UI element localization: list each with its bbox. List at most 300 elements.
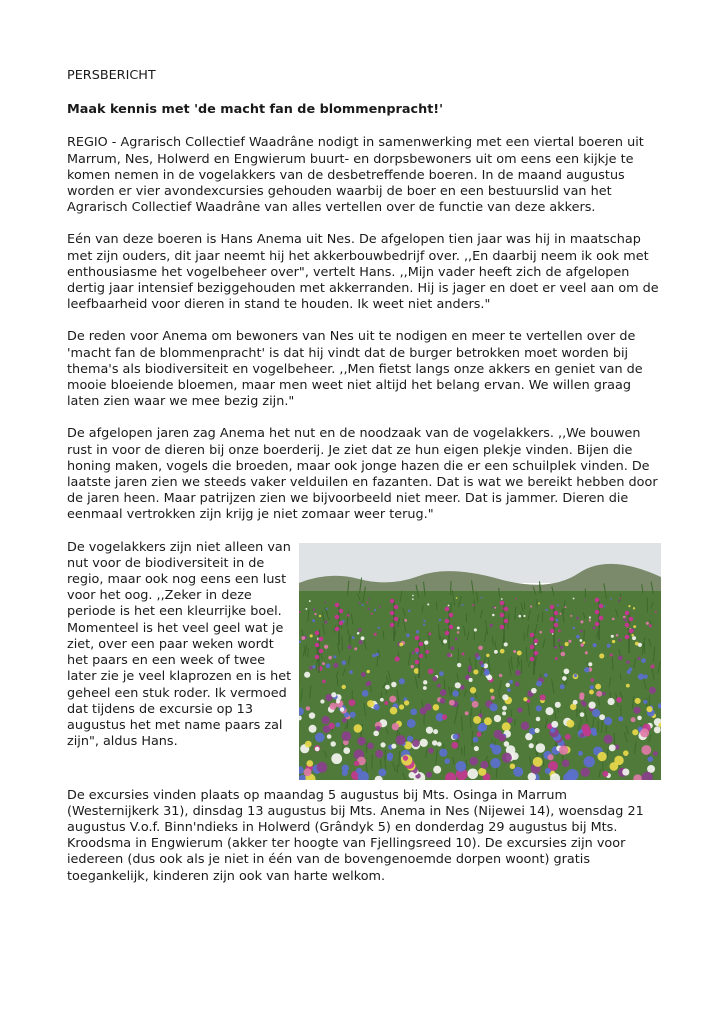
- photo-flower: [565, 642, 569, 646]
- photo-flower: [558, 639, 561, 642]
- photo-flower: [494, 715, 501, 722]
- photo-flower: [610, 597, 612, 599]
- photo-flower: [515, 597, 517, 599]
- photo-flower: [331, 741, 336, 746]
- photo-flower: [380, 742, 385, 747]
- photo-flower: [492, 613, 495, 616]
- photo-grass-blade: [372, 754, 373, 768]
- photo-flower: [479, 661, 483, 665]
- photo-flower: [536, 716, 541, 721]
- photo-flower: [319, 615, 321, 617]
- photo-flower: [592, 709, 600, 717]
- photo-meadow: [299, 591, 661, 780]
- photo-flower: [426, 726, 433, 733]
- photo-flower: [502, 694, 508, 700]
- photo-flower: [406, 633, 410, 637]
- photo-flower: [545, 768, 551, 774]
- photo-flower: [423, 680, 427, 684]
- photo-flower: [361, 672, 366, 677]
- photo-flower: [580, 620, 583, 623]
- photo-flower: [455, 682, 461, 688]
- photo-foxglove-bloom: [554, 610, 559, 615]
- photo-flower: [395, 656, 400, 661]
- photo-flower: [359, 602, 361, 604]
- photo-flower: [502, 705, 507, 710]
- paragraph-excursions: De excursies vinden plaats op maandag 5 augustus bij Mts. Osinga in Marrum (Westernijkerk 31), dinsdag 13 augustus bij Mts. Anema in Nes (Nijewei 14), woensdag 21 augustus V.o.f. Binn'ndieks in Holwerd (Grândyk 5) en donderdag 29 augustus bij Mts. Kroodsma in Engwierum (akker ter hoogte van Fjellingsreed 10). De excursies zijn voor iedereen (dus ook als je niet in één van de bovengenoemde dorpen woont) gratis toegankelijk, kinderen zijn ook van harte welkom.: [67, 787, 644, 884]
- photo-flower: [407, 719, 416, 728]
- photo-flower: [612, 617, 615, 620]
- photo-flower: [306, 760, 313, 767]
- photo-flower: [491, 695, 495, 699]
- photo-flower: [502, 752, 512, 762]
- photo-flower: [404, 700, 409, 705]
- photo-flower: [570, 615, 572, 617]
- photo-foxglove-bloom: [415, 647, 420, 652]
- photo-flower: [373, 704, 379, 710]
- photo-flower: [539, 631, 542, 634]
- photo-flower: [457, 626, 460, 629]
- photo-flower: [433, 704, 440, 711]
- photo-foxglove-bloom: [530, 656, 535, 661]
- photo-flower: [391, 681, 396, 686]
- paragraph-hans-anema: Eén van deze boeren is Hans Anema uit Nes. De afgelopen tien jaar was hij in maatschap met zijn ouders, dit jaar neemt hij het akkerbouwbedrijf over. ,,En daarbij neem ik ook met enthousiasme het vogelbeheer over", vertelt Hans. ,,Mijn vader heeft zich de afgelopen dertig jaar intensief beziggehouden met akkerranden. Hij is jager en doet er veel aan om de leefbaarheid voor dieren in stand te houden. Ik weet niet anders.": [67, 232, 659, 313]
- photo-flower: [399, 642, 403, 646]
- photo-flower: [499, 673, 502, 676]
- photo-flower: [343, 747, 350, 754]
- photo-flower: [623, 618, 625, 620]
- photo-foxglove-bloom: [599, 615, 604, 620]
- photo-flower: [555, 701, 561, 707]
- photo-flower: [468, 668, 471, 671]
- photo-flower: [566, 719, 574, 727]
- photo-flower: [649, 624, 652, 627]
- photo-flower: [368, 607, 370, 609]
- photo-flower: [478, 645, 483, 650]
- photo-flower: [470, 687, 476, 693]
- photo-flower: [462, 604, 464, 606]
- photo-flower: [631, 634, 633, 636]
- photo-flower: [568, 639, 571, 642]
- photo-flower: [317, 762, 328, 773]
- paragraph-intro: REGIO - Agrarisch Collectief Waadrâne nodigt in samenwerking met een viertal boeren uit Marrum, Nes, Holwerd en Engwierum buurt- en dorpsbewoners uit om eens een kijkje te komen nemen in de vogelakkers van de desbetreffende boeren. In de maand augustus worden er vier avondexcursies gehouden waarbij de boer en een bestuurslid van het Agrarisch Collectief Waadrâne van alles vertellen over de functie van deze akkers.: [67, 135, 644, 216]
- photo-foxglove-bloom: [595, 609, 600, 614]
- photo-flower: [379, 605, 381, 607]
- photo-flower: [485, 669, 490, 674]
- photo-flower: [584, 667, 589, 672]
- photo-foxglove-bloom: [534, 638, 539, 643]
- photo-flower: [585, 651, 588, 654]
- photo-flower: [411, 665, 414, 668]
- photo-flower: [457, 631, 460, 634]
- photo-flower: [331, 692, 336, 697]
- photo-flower: [457, 663, 461, 667]
- photo-flower: [396, 735, 406, 745]
- photo-foxglove-bloom: [315, 642, 320, 647]
- photo-flower: [481, 596, 483, 598]
- photo-flower: [595, 683, 601, 689]
- photo-flower: [502, 722, 511, 731]
- photo-foxglove-bloom: [504, 618, 509, 623]
- photo-flower: [390, 707, 398, 715]
- photo-foxglove-bloom: [504, 606, 509, 611]
- photo-flower: [367, 601, 369, 603]
- photo-flower: [423, 623, 425, 625]
- photo-flower: [627, 670, 631, 674]
- photo-flower: [432, 676, 437, 681]
- photo-flower: [502, 711, 506, 715]
- photo-foxglove-bloom: [315, 654, 320, 659]
- photo-flower: [326, 663, 331, 668]
- photo-flower: [312, 665, 315, 668]
- document-label: PERSBERICHT: [67, 68, 156, 83]
- photo-flower: [523, 697, 527, 701]
- photo-flower: [473, 669, 478, 674]
- photo-flower: [324, 620, 327, 623]
- photo-flower: [301, 636, 305, 640]
- photo-flower: [357, 632, 360, 635]
- photo-flower: [619, 638, 622, 641]
- photo-foxglove-bloom: [595, 597, 600, 602]
- photo-flower: [647, 765, 655, 773]
- photo-flower: [510, 763, 516, 769]
- photo-flower: [333, 655, 336, 658]
- photo-flower: [591, 678, 594, 681]
- paragraph-colors: De vogelakkers zijn niet alleen van nut voor de biodiversiteit in de regio, maar ook nog eens een lust voor het oog. ,,Zeker in deze periode is het een kleurrijke boel. Momenteel is het veel geel wat je ziet, over een paar weken wordt het paars en een week of twee later zie je veel klaprozen en is het geheel een stuk roder. Ik vermoed dat tijdens de excursie op 13 augustus het met name paars zal zijn", aldus Hans.: [67, 539, 292, 750]
- photo-flower: [474, 746, 479, 751]
- photo-flower: [412, 739, 420, 747]
- photo-flower: [558, 629, 561, 632]
- photo-flower: [299, 611, 301, 613]
- photo-flower: [573, 626, 576, 629]
- photo-flower: [342, 684, 346, 688]
- photo-flower: [362, 604, 364, 606]
- photo-flower: [580, 733, 585, 738]
- photo-flower: [582, 701, 587, 706]
- photo-flower: [596, 690, 602, 696]
- photo-flower: [521, 721, 529, 729]
- photo-flower: [456, 597, 458, 599]
- photo-foxglove-bloom: [339, 620, 344, 625]
- photo-flower: [342, 660, 347, 665]
- photo-flower: [517, 650, 522, 655]
- photo-flower: [515, 681, 520, 686]
- photo-flower: [509, 680, 513, 684]
- photo-flower: [385, 684, 390, 689]
- photo-flower: [357, 736, 366, 745]
- photo-flower: [309, 724, 317, 732]
- photo-flower: [638, 642, 642, 646]
- photo-flower: [439, 748, 447, 756]
- photo-flower: [304, 671, 310, 677]
- photo-flower: [451, 646, 455, 650]
- photo-flower: [620, 597, 622, 599]
- photo-flower: [506, 682, 510, 686]
- photo-flower: [551, 721, 558, 728]
- paragraph-reason: De reden voor Anema om bewoners van Nes uit te nodigen en meer te vertellen over de 'macht fan de blommenpracht' is dat hij vindt dat de burger betrokken moet worden bij thema's als biodiversiteit en vogelbeheer. ,,Men fietst langs onze akkers en geniet van de mooie bloeiende bloemen, maar men weet niet altijd het belang ervan. We willen graag laten zien waar we mee bezig zijn.": [67, 329, 643, 410]
- photo-flower: [358, 628, 362, 632]
- photo-flower: [602, 771, 608, 777]
- photo-flower: [637, 715, 642, 720]
- photo-flower: [641, 658, 646, 663]
- photo-foxglove-bloom: [445, 606, 450, 611]
- photo-flower: [484, 717, 492, 725]
- photo-flower: [426, 771, 432, 777]
- photo-flower: [473, 716, 481, 724]
- photo-flower: [490, 743, 495, 748]
- photo-foxglove-bloom: [500, 612, 505, 617]
- photo-flower: [530, 605, 532, 607]
- photo-flower: [513, 650, 516, 653]
- photo-flower: [480, 761, 488, 769]
- photo-flower: [349, 670, 353, 674]
- photo-flower: [576, 616, 579, 619]
- photo-flower: [322, 716, 330, 724]
- photo-flower: [614, 755, 623, 764]
- photo-flower: [439, 671, 444, 676]
- photo-flower: [513, 766, 523, 776]
- photo-flower: [653, 751, 658, 756]
- photo-flower: [531, 688, 537, 694]
- photo-flower: [453, 733, 459, 739]
- photo-flower: [579, 692, 584, 697]
- photo-flower: [580, 643, 584, 647]
- photo-foxglove-bloom: [445, 630, 450, 635]
- photo-flower: [593, 643, 597, 647]
- photo-flower: [424, 640, 428, 644]
- photo-flower: [350, 711, 356, 717]
- photo-flower: [359, 640, 363, 644]
- photo-flower: [623, 750, 629, 756]
- photo-flower: [440, 698, 446, 704]
- photo-flower: [324, 644, 328, 648]
- flower-meadow-photo: [299, 543, 661, 780]
- photo-flower: [638, 673, 644, 679]
- photo-foxglove-bloom: [419, 653, 424, 658]
- photo-flower: [443, 639, 447, 643]
- photo-flower: [559, 612, 561, 614]
- photo-flower: [428, 632, 431, 635]
- photo-flower: [391, 743, 396, 748]
- photo-flower: [490, 623, 493, 626]
- photo-flower: [333, 663, 338, 668]
- photo-flower: [580, 712, 585, 717]
- photo-foxglove-bloom: [550, 604, 555, 609]
- photo-flower: [562, 676, 567, 681]
- photo-flower: [315, 746, 320, 751]
- photo-flower: [616, 634, 619, 637]
- photo-flower: [310, 634, 313, 637]
- photo-flower: [609, 744, 616, 751]
- photo-flower: [375, 652, 378, 655]
- photo-flower: [472, 604, 474, 606]
- photo-flower: [437, 683, 441, 687]
- photo-foxglove-bloom: [335, 626, 340, 631]
- photo-flower: [640, 728, 649, 737]
- photo-flower: [378, 768, 386, 776]
- photo-flower: [403, 755, 408, 760]
- photo-flower: [375, 749, 383, 757]
- photo-flower: [407, 735, 413, 741]
- photo-flower: [451, 742, 458, 749]
- photo-flower: [561, 651, 566, 656]
- photo-flower: [581, 767, 590, 776]
- photo-flower: [486, 653, 489, 656]
- photo-flower: [320, 699, 324, 703]
- photo-flower: [654, 726, 661, 733]
- text-with-photo: [67, 540, 659, 782]
- photo-flower: [607, 643, 611, 647]
- photo-flower: [323, 725, 331, 733]
- photo-foxglove-bloom: [449, 612, 454, 617]
- photo-flower: [545, 707, 553, 715]
- photo-flower: [535, 728, 540, 733]
- photo-flower: [557, 604, 559, 606]
- photo-flower: [500, 649, 505, 654]
- photo-foxglove-bloom: [394, 604, 399, 609]
- photo-flower: [347, 614, 350, 617]
- photo-flower: [342, 764, 349, 771]
- photo-flower: [374, 632, 377, 635]
- photo-flower: [462, 652, 465, 655]
- photo-flower: [455, 637, 458, 640]
- photo-flower: [361, 636, 365, 640]
- photo-flower: [633, 625, 636, 628]
- photo-flower: [618, 716, 623, 721]
- photo-flower: [315, 732, 325, 742]
- photo-flower: [412, 598, 414, 600]
- photo-flower: [507, 717, 513, 723]
- photo-flower: [373, 730, 379, 736]
- photo-foxglove-bloom: [625, 634, 630, 639]
- photo-flower: [631, 717, 636, 722]
- photo-flower: [306, 706, 310, 710]
- photo-flower: [412, 594, 414, 596]
- photo-flower: [536, 680, 542, 686]
- photo-flower: [412, 651, 415, 654]
- photo-flower: [518, 614, 521, 617]
- photo-foxglove-bloom: [500, 600, 505, 605]
- photo-flower: [545, 608, 547, 610]
- photo-foxglove-bloom: [394, 616, 399, 621]
- photo-foxglove-bloom: [335, 602, 340, 607]
- photo-flower: [356, 767, 362, 773]
- photo-flower: [331, 753, 342, 764]
- photo-flower: [309, 666, 312, 669]
- photo-flower: [348, 645, 352, 649]
- photo-flower: [599, 653, 604, 658]
- photo-flower: [646, 706, 652, 712]
- photo-flower: [632, 636, 636, 640]
- photo-flower: [499, 734, 506, 741]
- photo-flower: [593, 626, 596, 629]
- photo-flower: [515, 670, 521, 676]
- photo-foxglove-bloom: [419, 641, 424, 646]
- photo-flower: [597, 752, 606, 761]
- photo-flower: [533, 757, 543, 767]
- photo-flower: [611, 634, 614, 637]
- photo-flower: [437, 741, 442, 746]
- photo-foxglove-bloom: [625, 622, 630, 627]
- photo-flower: [425, 649, 429, 653]
- photo-flower: [304, 768, 312, 776]
- photo-flower: [470, 697, 475, 702]
- photo-flower: [564, 606, 566, 608]
- photo-flower: [590, 685, 594, 689]
- photo-flower: [477, 724, 484, 731]
- photo-flower: [469, 757, 478, 766]
- photo-flower: [494, 650, 498, 654]
- photo-flower: [342, 718, 347, 723]
- photo-flower: [579, 639, 582, 642]
- photo-flower: [374, 609, 376, 611]
- photo-flower: [622, 768, 629, 775]
- photo-flower: [399, 678, 405, 684]
- photo-flower: [490, 703, 498, 711]
- photo-flower: [610, 653, 613, 656]
- photo-flower: [647, 756, 653, 762]
- photo-flower: [473, 736, 479, 742]
- photo-flower: [447, 653, 451, 657]
- photo-flower: [616, 697, 622, 703]
- photo-flower: [465, 711, 469, 715]
- photo-flower: [474, 628, 477, 631]
- photo-flower: [618, 600, 620, 602]
- photo-flower: [529, 743, 534, 748]
- photo-flower: [477, 731, 482, 736]
- photo-flower: [420, 738, 428, 746]
- photo-flower: [478, 767, 486, 775]
- photo-flower: [599, 714, 605, 720]
- photo-flower: [309, 600, 311, 602]
- photo-flower: [490, 758, 500, 768]
- photo-flower: [440, 689, 447, 696]
- photo-flower: [584, 599, 586, 601]
- photo-flower: [424, 703, 431, 710]
- photo-flower: [448, 604, 450, 606]
- photo-flower: [560, 684, 565, 689]
- photo-flower: [507, 688, 511, 692]
- photo-flower: [313, 608, 315, 610]
- photo-flower: [367, 669, 370, 672]
- photo-flower: [305, 740, 312, 747]
- photo-flower: [452, 690, 459, 697]
- photo-flower: [602, 691, 606, 695]
- photo-flower: [314, 613, 316, 615]
- photo-flower: [326, 607, 328, 609]
- photo-flower: [371, 612, 373, 614]
- photo-flower: [643, 699, 647, 703]
- photo-flower: [556, 618, 559, 621]
- photo-flower: [335, 722, 340, 727]
- photo-flower: [628, 605, 630, 607]
- photo-flower: [560, 645, 563, 648]
- photo-grass-blade: [612, 656, 613, 670]
- photo-flower: [305, 608, 307, 610]
- photo-flower: [449, 699, 455, 705]
- photo-flower: [633, 607, 635, 609]
- photo-flower: [456, 761, 467, 772]
- photo-flower: [655, 611, 657, 613]
- photo-flower: [428, 747, 434, 753]
- photo-flower: [340, 707, 345, 712]
- photo-flower: [548, 754, 554, 760]
- photo-foxglove-bloom: [530, 644, 535, 649]
- photo-flower: [536, 743, 546, 753]
- photo-flower: [469, 678, 473, 682]
- photo-flower: [341, 731, 351, 741]
- photo-flower: [632, 729, 638, 735]
- photo-foxglove-bloom: [319, 636, 324, 641]
